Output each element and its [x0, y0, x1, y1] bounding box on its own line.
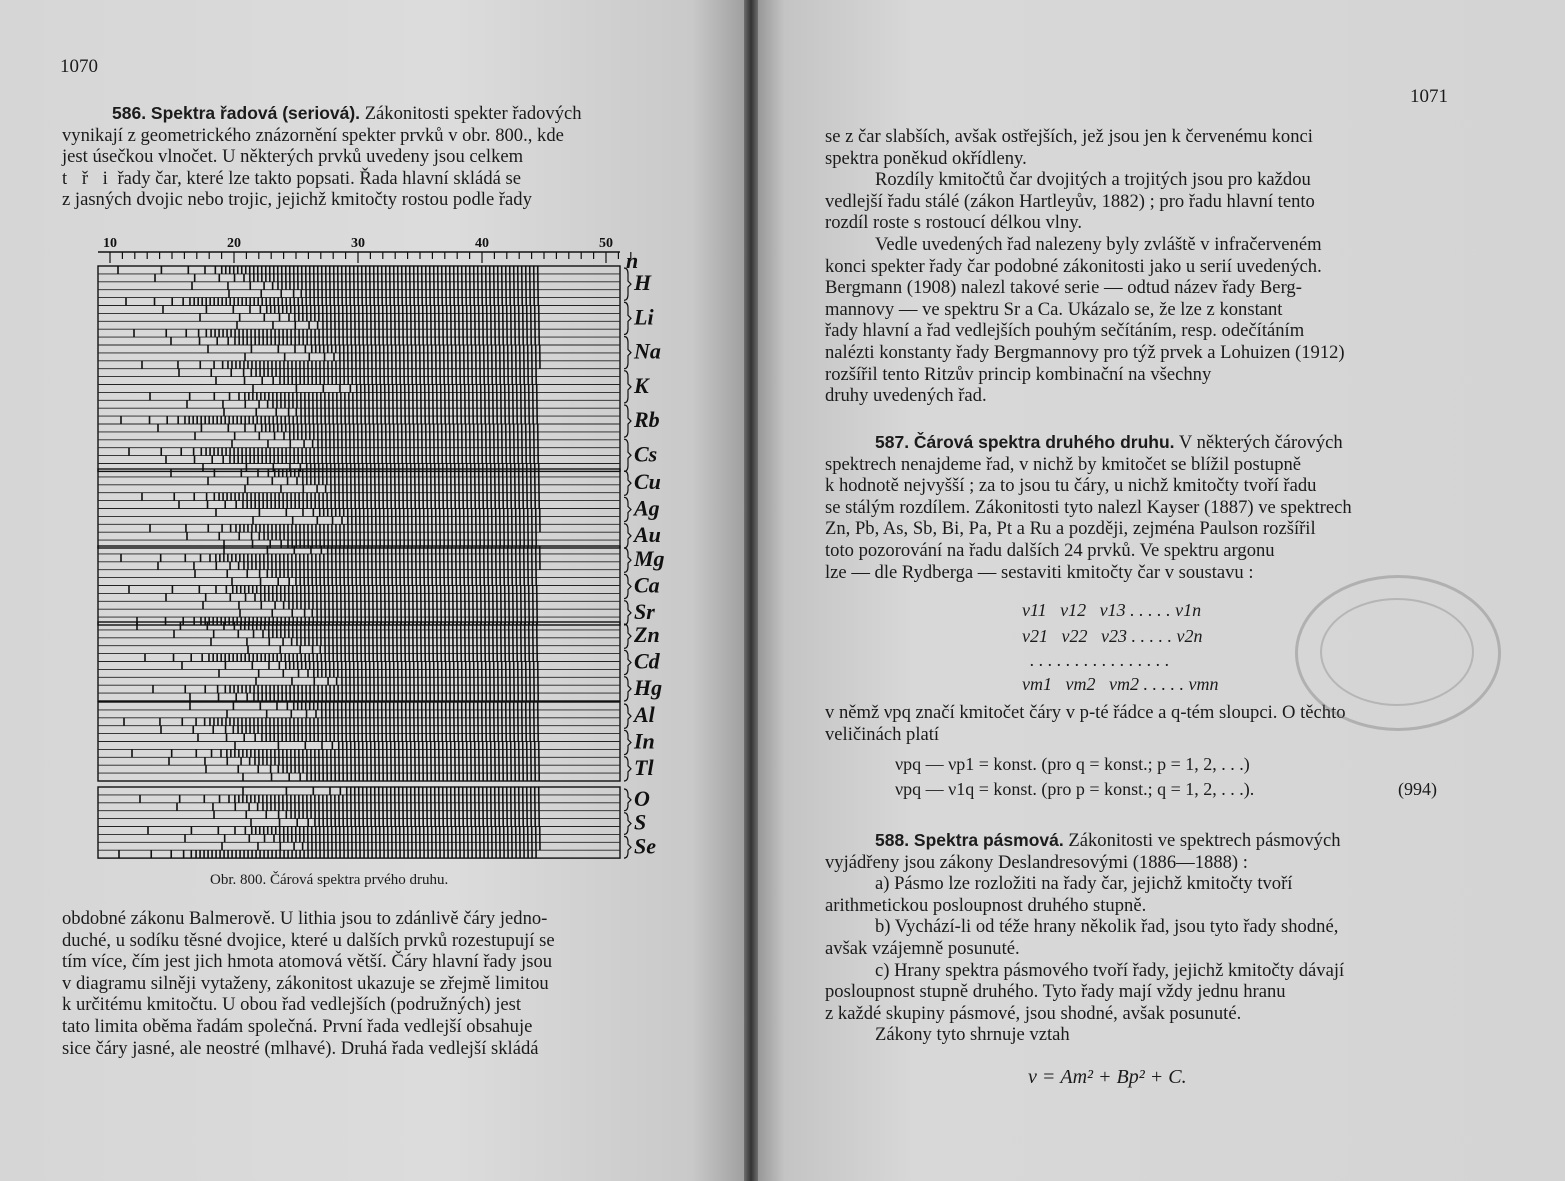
- element-label: Au: [634, 521, 661, 547]
- element-brace: [624, 730, 631, 754]
- element-brace: [624, 704, 631, 728]
- element-brace: [624, 497, 631, 521]
- element-brace: [624, 677, 631, 701]
- element-label: In: [634, 728, 655, 754]
- element-brace: [624, 371, 631, 403]
- element-label: K: [634, 372, 649, 398]
- section-586-text: 586. Spektra řadová (seriová). Zákonitosti spekter řadových vynikají z geometrického znázornění spekter prvků v obr. 800., kde jest úsečkou vlnočet. U některých prvků uvedeny jsou celkem t ř i řady čar, které lze takto popsati. Řada hlavní skládá se z jasných dvojic nebo trojic, jejichž kmitočty rostou podle řady: [62, 103, 582, 211]
- element-brace: [624, 601, 631, 625]
- element-label: Na: [634, 338, 661, 364]
- element-label: Rb: [634, 407, 660, 433]
- element-brace: [624, 757, 631, 781]
- element-brace: [624, 650, 631, 674]
- axis-tick-label: 20: [227, 236, 241, 251]
- book-gutter: [744, 0, 758, 1181]
- element-brace: [624, 548, 631, 572]
- axis-tick-label: 10: [103, 236, 117, 251]
- element-brace: [624, 524, 631, 548]
- axis-tick-label: 40: [475, 236, 489, 251]
- element-label: Cs: [634, 441, 658, 467]
- element-brace: [624, 439, 631, 471]
- element-label: Tl: [634, 754, 654, 780]
- element-brace: [624, 624, 631, 648]
- element-label: Zn: [634, 622, 660, 648]
- element-brace: [624, 574, 631, 598]
- element-brace: [624, 336, 631, 368]
- spectra-figure: [90, 222, 670, 872]
- element-brace: [624, 471, 631, 495]
- element-label: Al: [634, 702, 655, 728]
- element-brace: [624, 405, 631, 437]
- element-label: Ca: [634, 572, 660, 598]
- element-label: Hg: [634, 674, 663, 700]
- axis-tick-label: 30: [351, 236, 365, 251]
- element-label: Ag: [634, 495, 660, 521]
- axis-symbol: n: [626, 248, 639, 273]
- axis-tick-label: 50: [599, 236, 613, 251]
- section-586-heading: 586. Spektra řadová (seriová).: [112, 103, 361, 123]
- element-label: Sr: [634, 598, 655, 624]
- element-brace: [624, 302, 631, 334]
- element-label: Cu: [634, 469, 661, 495]
- page-number-left: 1070: [60, 56, 98, 77]
- element-label: Li: [634, 304, 654, 330]
- element-label: Cd: [634, 648, 660, 674]
- element-label: Mg: [634, 546, 665, 572]
- element-label: H: [634, 270, 652, 296]
